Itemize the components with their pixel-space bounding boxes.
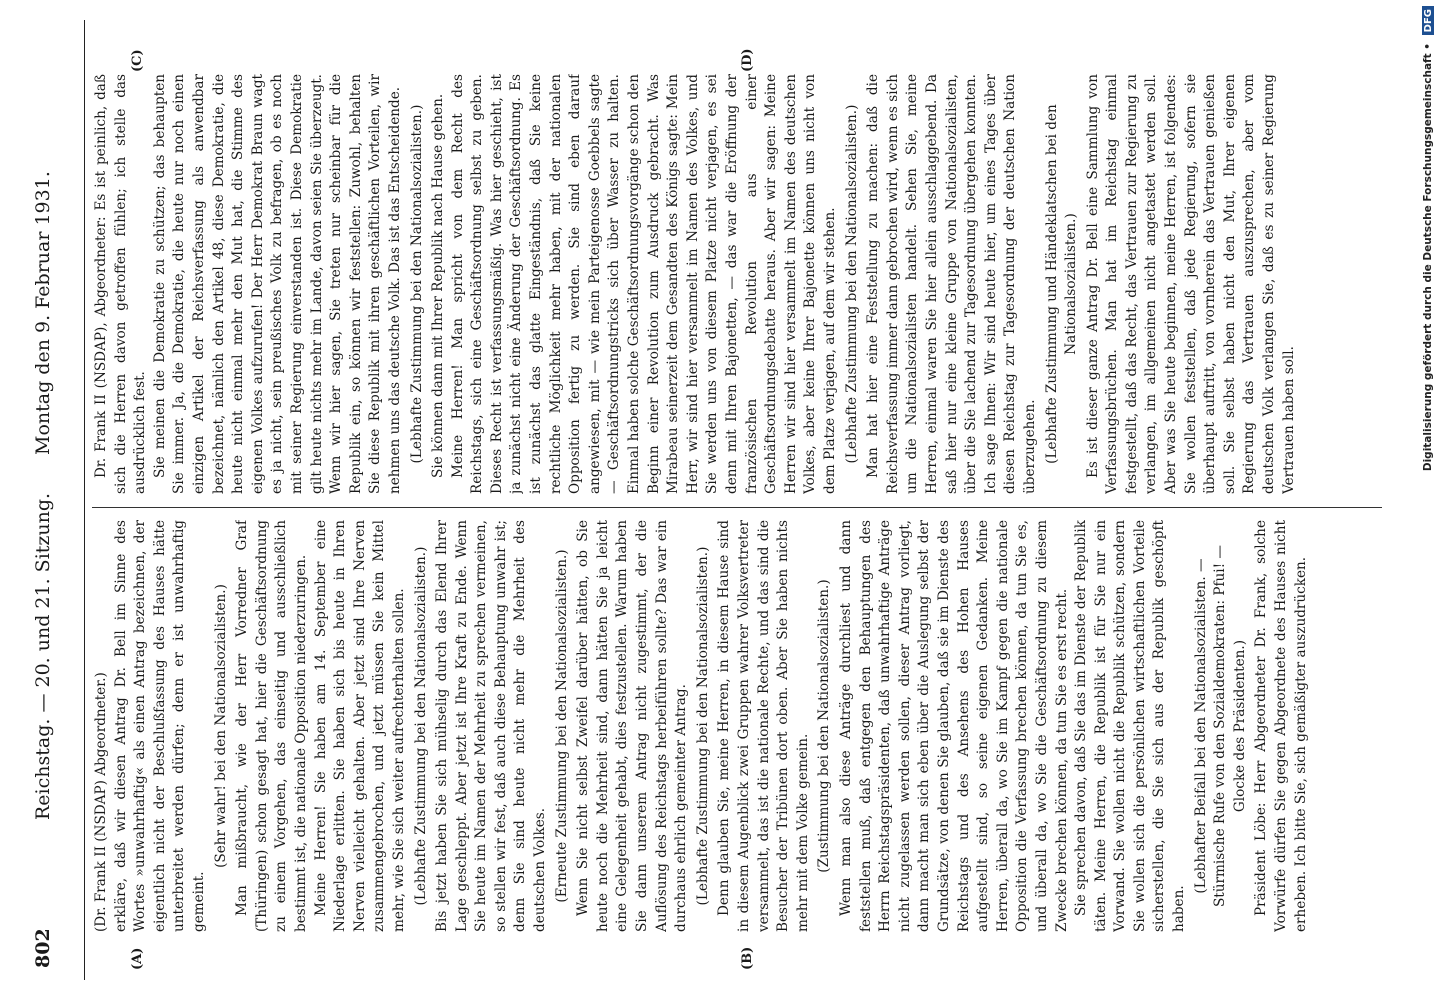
paragraph: Dr. Frank II (NSDAP), Abgeordneter: Es ist peinlich, daß sich die Herren davon getroffen fühlen; ich stelle das ausdrücklich fest. — [93, 74, 149, 494]
page-header — [20, 20, 85, 980]
paragraph: Es ist dieser ganze Antrag Dr. Bell eine Sammlung von Verfassungsbrüchen. Man hat im Reichstag einmal festgestellt, daß das Recht, das Vertrauen zur Regierung zu verlangen, im allgemeinen nicht angetastet werden soll. Aber was Sie heute beginnen, meine Herren, ist folgendes: Sie wollen feststellen, daß jede Regierung, sofern sie überhaupt auftritt, von vornherein das Vertrauen genießen soll. Sie selbst haben nicht den Mut, Ihrer eigenen Regierung das Vertrauen auszusprechen, aber vom deutschen Volk verlangen Sie, daß es zu seiner Regierung Vertrauen haben soll. — [1084, 74, 1297, 494]
paragraph: (Dr. Frank II (NSDAP) Abgeordneter.) — [93, 672, 109, 932]
interjection: (Lebhafte Zustimmung bei den Nationalsozialisten.) — [412, 546, 429, 906]
paragraph: Sie meinen die Demokratie zu schützen; das behaupten Sie immer. Ja, die Demokratie, die heute nur noch einen einzigen Artikel der Reichsverfassung als anwendbar bezeichnet, nämlich den Artikel 48, diese Demokratie, die heute nicht einmal mehr den Mut hat, die Stimme des eigenen Volkes aufzurufen! Der Herr Demokrat Braun wagt es ja nicht, sein preußisches Volk zu befragen, ob es noch mit seiner Regierung einverstanden ist. Diese Demokratie gilt heute nichts mehr im Lande, davon seien Sie überzeugt. Wenn wir hier sagen, Sie treten nur scheinbar für die Republik ein, so können wir feststellen: Zuwohl, behalten Sie diese Republik mit ihren geschäftlichen Vorteilen, wir nehmen uns das deutsche Volk. Das ist das Entscheidende. — [151, 74, 403, 494]
header-date: Montag den 9. Februar 1931. — [32, 171, 54, 455]
interjection: (Lebhafte Zustimmung bei den Nationalsozialisten.) — [694, 546, 711, 906]
paragraph: Sie sprechen davon, daß Sie das im Dienste der Republik täten. Meine Herren, die Republik ist für Sie nur ein Vorwand. Sie wollen nicht die Republik schützen, sondern Sie wollen sich die persönlichen wirtschaftlichen Vorteile sicherstellen, die Sie sich aus der Republik geschöpft haben. — [1073, 520, 1188, 932]
paragraph: Bis jetzt haben Sie sich mühselig durch das Elend Ihrer Lage geschleppt. Aber jetzt ist Ihre Kraft zu Ende. Wenn Sie heute im Namen der Mehrheit zu sprechen vermeinen, so stellen wir fest, daß auch diese Behauptung unwahr ist; denn Sie sind heute nicht mehr die Mehrheit des deutschen Volkes. — [434, 520, 549, 932]
paragraph: Man mißbraucht, wie der Herr Vorredner Graf (Thüringen) schon gesagt hat, hier die Geschäftsordnung zu einem Vorgehen, das einseitig und ausschließlich bestimmt ist, die nationale Opposition niederzuringen. — [234, 520, 309, 932]
margin-mark-c: (C) — [130, 49, 145, 72]
digitization-text: Digitalisierung gefördert durch die Deutsche Forschungsgemeinschaft • — [1422, 43, 1434, 472]
margin-mark-b: (B) — [740, 946, 755, 970]
interjection: (Lebhafte Zustimmung bei den Nationalsozialisten.) — [408, 104, 425, 464]
header-title: Reichstag. — 20. und 21. Sitzung. — [32, 492, 54, 820]
interjection: (Erneute Zustimmung bei den Nationalsozialisten.) — [553, 549, 570, 903]
paragraph: Wenn man also diese Anträge durchliest und dann feststellen muß, daß entgegen den Behauptungen des Herrn Reichstagspräsidenten, daß unwahrhaftige Anträge nicht zugelassen werden sollen, dieser Antrag vorliegt, dann macht man sich eben über die Auslegung selbst der Grundsätze, von denen Sie glauben, daß sie im Dienste des Reichstags und des Ansehens des Hohen Hauses aufgestellt sind, so seine eigenen Gedanken. Meine Herren, überall da, wo Sie im Kampf gegen die nationale Opposition die Verfassung brechen können, da tun Sie es, und überall da, wo Sie die Geschäftsordnung zu diesem Zwecke brechen können, da tun Sie es erst recht. — [837, 520, 1070, 932]
paragraph: Meine Herren! Sie haben am 14. September eine Niederlage erlitten. Sie haben sich bis heute in Ihren Nerven vielleicht gehalten. Aber jetzt sind Ihre Nerven zusammengebrochen, und jetzt müssen Sie kein Mittel mehr, wie Sie sich weiter aufrechterhalten sollen. — [312, 520, 407, 932]
paragraph: Sie können dann mit Ihrer Republik nach Hause gehen. — [430, 93, 447, 478]
paragraph: Präsident Löbe: Herr Abgeordneter Dr. Frank, solche Vorwürfe dürfen Sie gegen Abgeordnete des Hauses nicht erheben. Ich bitte Sie, sich gemäßigter auszudrücken. — [1253, 520, 1309, 932]
interjection: (Zustimmung bei den Nationalsozialisten.) — [816, 579, 833, 873]
paragraph: Wenn Sie nicht selbst Zweifel darüber hätten, ob Sie heute noch die Mehrheit sind, dann hätten Sie ja leicht eine Gelegenheit gehabt, dies festzustellen. Warum haben Sie dann unserem Antrag nicht zugestimmt, der die Auflösung des Reichstags herbeiführen sollte? Das war ein durchaus ehrlich gemeinter Antrag. — [575, 520, 690, 932]
dfg-logo: DFG — [1422, 6, 1434, 35]
digitization-note — [1416, 6, 1434, 994]
margin-mark-a: (A) — [130, 947, 145, 970]
paragraph: Man hat hier eine Feststellung zu machen: daß die Reichsverfassung immer dann gebrochen wird, wenn es sich um die Nationalsozialisten handelt. Sehen Sie, meine Herren, einmal waren Sie hier allein ausschlaggebend. Da saß hier nur eine kleine Gruppe von Nationalsozialisten, über die Sie lachend zur Tagesordnung übergehen konnten. Ich sage Ihnen: Wir sind heute hier, um eines Tages über diesen Reichstag zur Tagesordnung der deutschen Nation überzugehen. — [865, 74, 1038, 494]
document-page — [20, 20, 1400, 980]
interjection: (Lebhafte Zustimmung bei den Nationalsozialisten.) — [843, 104, 860, 464]
right-text-column — [92, 74, 1382, 494]
column-divider — [92, 507, 1382, 508]
paragraph: Denn glauben Sie, meine Herren, in diesem Hause sind in diesem Augenblick zwei Gruppen wahrer Volksvertreter versammelt, das ist die nationale Rechte, und das sind die Besucher der Tribünen dort oben. Aber Sie haben nichts mehr mit dem Volke gemein. — [716, 520, 811, 932]
interjection: (Sehr wahr! bei den Nationalsozialisten.) — [212, 584, 229, 868]
paragraph: Meine Herren! Man spricht von dem Recht des Reichstags, sich eine Geschäftsordnung selbst zu geben. Dieses Recht ist verfassungsmäßig. Was hier geschieht, ist ja zunächst nicht eine Änderung der Geschäftsordnung. Es ist zunächst das glatte Eingeständnis, daß Sie keine rechtliche Möglichkeit mehr haben, mit der nationalen Opposition fertig zu werden. Sie sind eben darauf angewiesen, mit — wie mein Parteigenosse Goebbels sagte — Geschäftsordnungstricks sich über Wasser zu halten. Einmal haben solche Geschäftsordnungsvorgänge schon den Beginn einer Revolution zum Ausdruck gebracht. Was Mirabeau seinerzeit dem Gesandten des Königs sagte: Mein Herr, wir sind hier versammelt im Namen des Volkes, und Sie werden uns von diesem Platze nicht verjagen, es sei denn mit Ihren Bajonetten, — das war die Eröffnung der französischen Revolution aus einer Geschäftsordnungsdebatte heraus. Aber wir sagen: Meine Herren wir sind hier versammelt im Namen des deutschen Volkes, aber keine Ihrer Bajonette können uns nicht von dem Platze verjagen, auf dem wir stehen. — [449, 74, 838, 494]
margin-mark-d: (D) — [740, 48, 755, 72]
paragraph: erkläre, daß wir diesen Antrag Dr. Bell im Sinne des Wortes »unwahrhaftig« als einen Antrag bezeichnen, der eigentlich nicht der Beschlußfassung des Hauses hätte unterbreitet werden dürfen; denn er ist unwahrhaftig gemeint. — [112, 520, 207, 932]
left-text-column — [92, 520, 1382, 932]
interjection: (Lebhafter Beifall bei den Nationalsozialisten. — Stürmische Rufe von den Sozialdemokraten: Pfui! — Glocke des Präsidenten.) — [1192, 544, 1248, 908]
page-number: 802 — [32, 928, 54, 968]
interjection: (Lebhafte Zustimmung und Händeklatschen bei den Nationalsozialisten.) — [1043, 104, 1080, 464]
